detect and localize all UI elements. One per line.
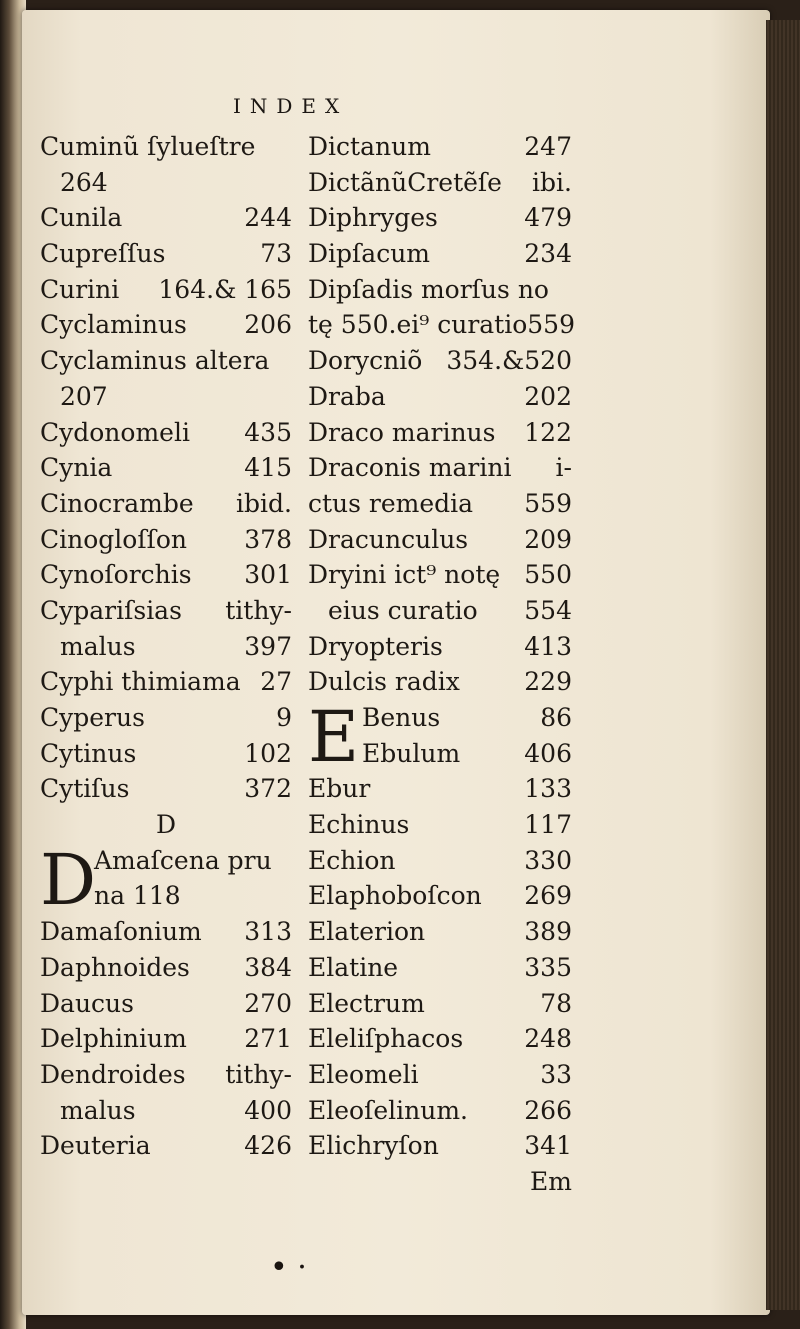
index-entry (94, 881, 292, 917)
index-entry (308, 168, 572, 204)
entry-term: DictãnũCretẽſe (308, 167, 502, 197)
entry-page: 426 (244, 1131, 292, 1161)
entry-term: Dryopteris (308, 631, 443, 661)
entry-term: Dracunculus (308, 524, 469, 554)
entry-term: Cyclaminus altera (40, 346, 270, 376)
entry-term: Draconis marini (308, 453, 512, 483)
entry-page: ibi. (532, 167, 572, 197)
entry-term: Cinocrambe (40, 488, 194, 518)
index-entry (308, 1167, 572, 1203)
entry-page: 415 (244, 453, 292, 483)
index-entry (40, 560, 292, 596)
entry-page: 244 (244, 203, 292, 233)
index-entry (40, 667, 292, 703)
entry-page: 229 (524, 667, 572, 697)
index-entry (40, 418, 292, 454)
index-entry (40, 1060, 292, 1096)
entry-term: Cypariſsias (40, 595, 182, 625)
entry-term: 207 (60, 381, 108, 411)
index-entry (40, 453, 292, 489)
entry-term: Cynia (40, 453, 113, 483)
index-entry (40, 132, 292, 168)
entry-page: 479 (524, 203, 572, 233)
index-entry (308, 382, 572, 418)
page-header: INDEX (233, 94, 349, 118)
entry-page: 559 (527, 310, 575, 340)
entry-page: i- (555, 453, 572, 483)
index-entry (40, 1131, 292, 1167)
entry-term: Elatine (308, 952, 399, 982)
entry-term: Echinus (308, 810, 410, 840)
index-entry (308, 453, 572, 489)
entry-page: 384 (244, 952, 292, 982)
entry-term: Benus (362, 703, 441, 732)
entry-term: Dorycniõ (308, 346, 423, 376)
drop-cap-letter: D (40, 838, 97, 921)
page-fore-edge (766, 20, 800, 1310)
index-entry (40, 774, 292, 810)
entry-page: 378 (244, 524, 292, 554)
entry-page: 269 (524, 881, 572, 911)
entry-term: 264 (60, 167, 108, 197)
entry-term: Cydonomeli (40, 417, 190, 447)
entry-page: 301 (244, 560, 292, 590)
entry-term: Draco marinus (308, 417, 496, 447)
entry-term: Cupreſſus (40, 239, 166, 269)
entry-term: Cunila (40, 203, 123, 233)
index-entry (40, 1096, 292, 1132)
entry-page: 389 (524, 917, 572, 947)
entry-page: 78 (540, 988, 572, 1018)
entry-term: Elaterion (308, 917, 426, 947)
entry-page: tithy- (225, 595, 292, 625)
index-entry (308, 953, 572, 989)
entry-page: 341 (524, 1131, 572, 1161)
drop-cap-entry (308, 696, 572, 778)
index-entry (40, 632, 292, 668)
right-index-column (308, 132, 575, 1203)
entry-page: 330 (524, 845, 572, 875)
entry-term: Dryini ict⁹ notę (308, 560, 501, 590)
entry-term: malus (60, 1095, 136, 1125)
entry-term: Dipſacum (308, 239, 431, 269)
entry-term: Diphryges (308, 203, 438, 233)
index-entry (40, 168, 292, 204)
entry-term: Curini (40, 274, 120, 304)
entry-term: Dictanum (308, 132, 431, 161)
index-entry (40, 917, 292, 953)
entry-term: Electrum (308, 988, 425, 1018)
entry-term: malus (60, 631, 136, 661)
index-entry (40, 203, 292, 239)
index-entry (362, 703, 572, 739)
entry-page: ibid. (236, 488, 292, 518)
index-entry (308, 489, 572, 525)
index-entry (308, 346, 572, 382)
entry-term: Cinogloſſon (40, 524, 187, 554)
entry-term: ctus remedia (308, 488, 474, 518)
entry-term: Daphnoides (40, 952, 190, 982)
entry-page: 102 (244, 738, 292, 768)
index-entry (362, 739, 572, 775)
entry-page: 266 (524, 1095, 572, 1125)
entry-term: Daucus (40, 988, 134, 1018)
entry-page: 554 (524, 595, 572, 625)
entry-page: 247 (524, 132, 572, 161)
entry-page: 559 (524, 488, 572, 518)
drop-cap-entry (40, 838, 292, 921)
entry-page: 271 (244, 1024, 292, 1054)
entry-page: 206 (244, 310, 292, 340)
index-entry (40, 346, 292, 382)
entry-page: 86 (540, 703, 572, 732)
index-entry (308, 1131, 572, 1167)
entry-page: 248 (524, 1024, 572, 1054)
index-entry (40, 239, 292, 275)
entry-page: 234 (524, 239, 572, 269)
entry-term: Amaſcena pru (94, 845, 272, 875)
index-entry (308, 275, 572, 311)
entry-page: 335 (524, 952, 572, 982)
entry-page: 435 (244, 417, 292, 447)
entry-term: Cyperus (40, 703, 145, 732)
index-entry (40, 989, 292, 1025)
index-entry (308, 989, 572, 1025)
entry-term: Damaſonium (40, 917, 202, 947)
entry-term: eius curatio (328, 595, 478, 625)
entry-term: na 118 (94, 881, 181, 911)
entry-page: 397 (244, 631, 292, 661)
index-entry (308, 810, 572, 846)
index-entry (308, 132, 572, 168)
index-entry (40, 739, 292, 775)
index-entry (308, 596, 572, 632)
printer-mark: • · (270, 1250, 307, 1285)
entry-page: 372 (244, 774, 292, 804)
entry-page: 164.& 165 (158, 274, 292, 304)
index-entry (308, 418, 572, 454)
entry-term: Eleoſelinum. (308, 1095, 468, 1125)
index-entry (40, 953, 292, 989)
entry-term: Elaphoboſcon (308, 881, 482, 911)
entry-term: Elichryſon (308, 1131, 439, 1161)
entry-page: tithy- (225, 1059, 292, 1089)
entry-term: Cynoſorchis (40, 560, 192, 590)
index-entry (308, 881, 572, 917)
entry-term: Draba (308, 381, 386, 411)
entry-page: 209 (524, 524, 572, 554)
index-entry (40, 1024, 292, 1060)
entry-term: Ebulum (362, 738, 461, 768)
index-entry (308, 310, 575, 346)
drop-cap-letter: E (308, 696, 360, 778)
entry-term: D (155, 810, 177, 840)
index-entry (40, 525, 292, 561)
entry-term: Dulcis radix (308, 667, 460, 697)
entry-page: 270 (244, 988, 292, 1018)
entry-term: Cyclaminus (40, 310, 187, 340)
entry-term: Cyphi thimiama (40, 667, 241, 697)
index-entry (94, 846, 292, 882)
entry-page: 33 (540, 1059, 572, 1089)
entry-term: Cytiſus (40, 774, 130, 804)
entry-term: Cuminũ ſylueſtre (40, 132, 256, 161)
entry-page: 550 (524, 560, 572, 590)
entry-page: 27 (260, 667, 292, 697)
index-entry (40, 489, 292, 525)
entry-term: Eleliſphacos (308, 1024, 464, 1054)
entry-page: 413 (524, 631, 572, 661)
index-entry (308, 525, 572, 561)
entry-page: 400 (244, 1095, 292, 1125)
entry-page: 354.&520 (446, 346, 572, 376)
entry-page: 313 (244, 917, 292, 947)
index-entry (40, 703, 292, 739)
index-entry (40, 275, 292, 311)
entry-term: Em (530, 1166, 572, 1196)
index-entry (308, 917, 572, 953)
entry-page: 406 (524, 738, 572, 768)
index-entry (308, 1096, 572, 1132)
entry-term: Eleomeli (308, 1059, 419, 1089)
entry-term: Echion (308, 845, 396, 875)
index-entry (308, 1024, 572, 1060)
entry-page: 202 (524, 381, 572, 411)
entry-page: 9 (276, 703, 292, 732)
index-entry (308, 560, 572, 596)
entry-page: 133 (524, 774, 572, 804)
entry-page: 73 (260, 239, 292, 269)
entry-term: Dendroides (40, 1059, 186, 1089)
entry-term: Delphinium (40, 1024, 187, 1054)
index-entry (308, 1060, 572, 1096)
index-entry (308, 774, 572, 810)
index-entry (308, 846, 572, 882)
entry-term: tę 550.ei⁹ curatio (308, 310, 528, 340)
index-entry (40, 310, 292, 346)
entry-term: Ebur (308, 774, 371, 804)
entry-page: 122 (524, 417, 572, 447)
index-entry (308, 203, 572, 239)
index-entry (40, 382, 292, 418)
index-entry (40, 596, 292, 632)
left-index-column (40, 132, 292, 1167)
entry-term: Dipſadis morſus no (308, 274, 549, 304)
entry-page: 117 (524, 810, 572, 840)
index-entry (308, 632, 572, 668)
entry-term: Deuteria (40, 1131, 151, 1161)
entry-term: Cytinus (40, 738, 137, 768)
index-entry (308, 239, 572, 275)
